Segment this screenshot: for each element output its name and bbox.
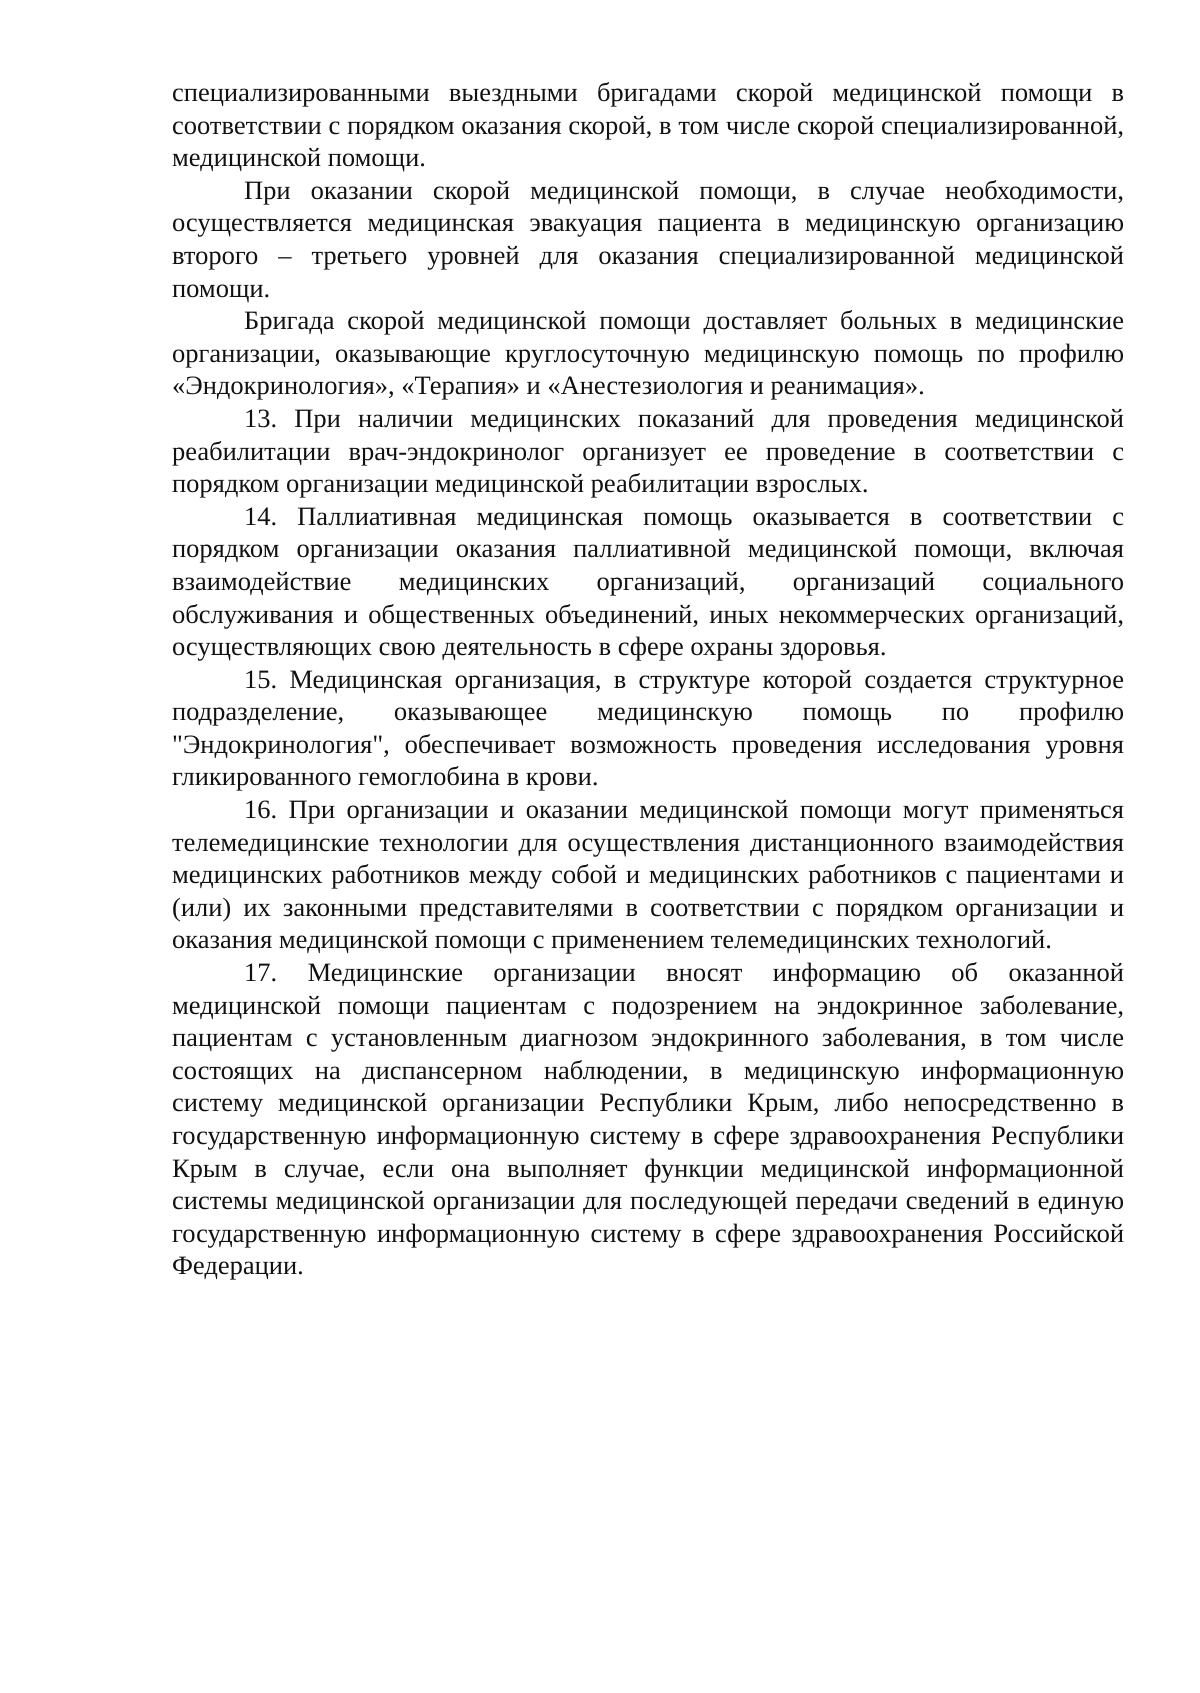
paragraph-item-16: 16. При организации и оказании медицинской помощи могут применяться телемедицинские технологии для осуществления дистанционного взаимодействия медицинских работников между собой и медицинских работников с пациентами и (или) их законными представителями в соответствии с порядком организации и оказания медицинской помощи с применением телемедицинских технологий. <box>172 794 1124 955</box>
paragraph-item-13: 13. При наличии медицинских показаний для проведения медицинской реабилитации врач-эндокринолог организует ее проведение в соответствии с порядком организации медицинской реабилитации взрослых. <box>172 402 1124 499</box>
document-body <box>172 76 1124 1282</box>
paragraph-continuation: специализированными выездными бригадами скорой медицинской помощи в соответствии с порядком оказания скорой, в том числе скорой специализированной, медицинской помощи. <box>172 77 1124 173</box>
paragraph-emergency-evacuation: При оказании скорой медицинской помощи, в случае необходимости, осуществляется медицинская эвакуация пациента в медицинскую организацию второго – третьего уровней для оказания специализированной медицинской помощи. <box>172 174 1124 303</box>
paragraph-item-17: 17. Медицинские организации вносят информацию об оказанной медицинской помощи пациентам с подозрением на эндокринное заболевание, пациентам с установленным диагнозом эндокринного заболевания, в том числе состоящих на диспансерном наблюдении, в медицинскую информационную систему медицинской организации Республики Крым, либо непосредственно в государственную информационную систему в сфере здравоохранения Республики Крым в случае, если она выполняет функции медицинской информационной системы медицинской организации для последующей передачи сведений в единую государственную информационную систему в сфере здравоохранения Российской Федерации. <box>172 957 1124 1281</box>
paragraph-item-14: 14. Паллиативная медицинская помощь оказывается в соответствии с порядком организации оказания паллиативной медицинской помощи, включая взаимодействие медицинских организаций, организаций социального обслуживания и общественных объединений, иных некоммерческих организаций, осуществляющих свою деятельность в сфере охраны здоровья. <box>172 500 1124 662</box>
paragraph-ambulance-delivery: Бригада скорой медицинской помощи доставляет больных в медицинские организации, оказывающие круглосуточную медицинскую помощь по профилю «Эндокринология», «Терапия» и «Анестезиология и реанимация». <box>172 305 1124 401</box>
paragraph-item-15: 15. Медицинская организация, в структуре которой создается структурное подразделение, оказывающее медицинскую помощь по профилю "Эндокринология", обеспечивает возможность проведения исследования уровня гликированного гемоглобина в крови. <box>172 663 1124 792</box>
